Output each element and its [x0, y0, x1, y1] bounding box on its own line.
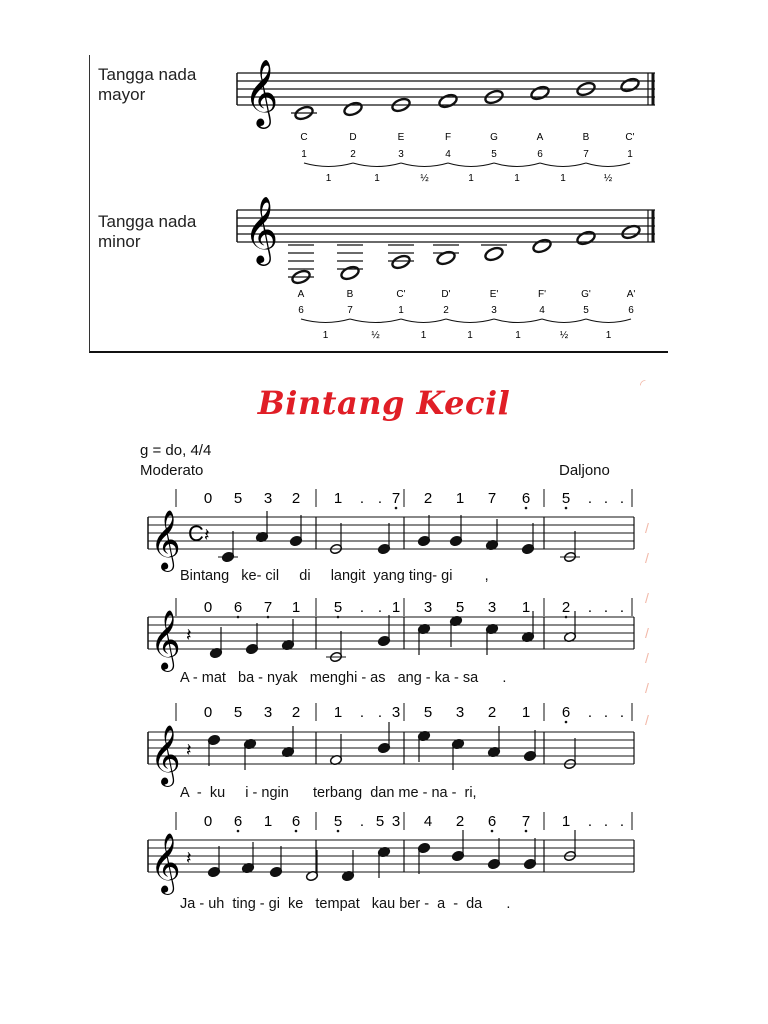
cipher-note: 5 [333, 599, 343, 616]
cipher-note: 3 [391, 704, 401, 721]
low-octave-dot [295, 830, 298, 833]
interval-value: 1 [420, 330, 427, 341]
cipher-note: 1 [333, 704, 343, 721]
interval-value: ½ [559, 330, 569, 341]
note-number: 2 [350, 149, 356, 160]
note-name: C' [396, 289, 406, 300]
cipher-note: . [587, 704, 593, 721]
cipher-note: 5 [423, 704, 433, 721]
note-number: 5 [491, 149, 497, 160]
note-number: 1 [627, 149, 633, 160]
note-name: A' [626, 289, 636, 300]
cipher-note: 6 [291, 813, 301, 830]
low-octave-dot [565, 721, 568, 724]
cipher-note: . [587, 599, 593, 616]
interval-value: ½ [371, 330, 380, 341]
low-octave-dot [395, 507, 398, 510]
cipher-note: 6 [521, 490, 531, 507]
song-lines [148, 489, 634, 895]
cipher-note: 2 [291, 704, 301, 721]
cipher-note: 1 [455, 490, 465, 507]
cipher-note: 3 [263, 704, 273, 721]
note-number: 2 [443, 305, 449, 316]
note-name: A [536, 132, 544, 143]
note-number: 3 [491, 305, 497, 316]
note-number: 6 [537, 149, 543, 160]
note-number: 4 [539, 305, 545, 316]
quarter-rest-icon: 𝄽 [186, 740, 192, 760]
low-octave-dot [491, 830, 494, 833]
cipher-note: . [377, 490, 383, 507]
cipher-note: 3 [263, 490, 273, 507]
common-time-icon: C [188, 521, 204, 546]
cipher-note: . [377, 704, 383, 721]
cipher-note: . [603, 490, 609, 507]
treble-clef-icon: 𝄞 [150, 611, 181, 669]
decorative-mark: / [645, 712, 649, 728]
cipher-note: . [359, 490, 365, 507]
cipher-note: 5 [455, 599, 465, 616]
cipher-note: . [619, 490, 625, 507]
cipher-note: . [603, 813, 609, 830]
cipher-note: 2 [455, 813, 465, 830]
low-octave-dot [337, 830, 340, 833]
low-octave-dot [337, 616, 340, 619]
interval-value: 1 [374, 173, 380, 184]
note-name: C' [625, 132, 635, 143]
cipher-note: . [377, 599, 383, 616]
low-octave-dot [237, 830, 240, 833]
cipher-note: . [619, 704, 625, 721]
cipher-note: 3 [487, 599, 497, 616]
quarter-rest-icon: 𝄽 [186, 848, 192, 868]
major-label-line2: mayor [98, 85, 146, 104]
note-name: B [346, 289, 354, 300]
song-composer: Daljono [559, 462, 610, 479]
cipher-note: 0 [203, 813, 213, 830]
lyrics-line-3: A - ku i - ngin terbang dan me - na - ri, [180, 785, 477, 801]
cipher-note: . [587, 490, 593, 507]
cipher-note: 1 [521, 599, 531, 616]
lyrics-line-1: Bintang ke- cil di langit yang ting- gi , [180, 568, 489, 584]
minor-label-line2: minor [98, 232, 141, 251]
song-line [148, 703, 634, 787]
cipher-note: 2 [487, 704, 497, 721]
cipher-note: 1 [521, 704, 531, 721]
cipher-note: . [619, 599, 625, 616]
note-name: G [490, 132, 498, 143]
cipher-note: 6 [233, 813, 243, 830]
decorative-mark: / [645, 590, 649, 606]
note-name: D [349, 132, 357, 143]
decorative-mark: / [645, 550, 649, 566]
cipher-note: . [619, 813, 625, 830]
cipher-note: 6 [561, 704, 571, 721]
note-number: 1 [398, 305, 404, 316]
note-number: 6 [628, 305, 634, 316]
song-key: g = do, 4/4 [140, 442, 212, 459]
interval-value: ½ [603, 173, 613, 184]
interval-value: 1 [514, 173, 520, 184]
treble-clef-icon: 𝄞 [244, 60, 279, 125]
note-number: 6 [298, 305, 304, 316]
cipher-note: 0 [203, 599, 213, 616]
cipher-note: 0 [203, 490, 213, 507]
interval-value: 1 [515, 330, 521, 341]
note-name: G' [581, 289, 591, 300]
song-line [148, 598, 634, 672]
cipher-note: 6 [487, 813, 497, 830]
cipher-note: 5 [561, 490, 571, 507]
interval-value: 1 [325, 173, 332, 184]
cipher-note: 3 [455, 704, 465, 721]
cipher-note: . [603, 704, 609, 721]
cipher-note: 1 [561, 813, 571, 830]
treble-clef-icon: 𝄞 [150, 726, 181, 784]
low-octave-dot [565, 507, 568, 510]
decorative-mark: / [645, 520, 649, 536]
note-number: 7 [583, 149, 589, 160]
cipher-note: 6 [233, 599, 243, 616]
note-name: E [397, 132, 405, 143]
quarter-rest-icon: 𝄽 [186, 625, 192, 645]
lyrics-line-2: A - mat ba - nyak menghi - as ang - ka - sa . [180, 670, 507, 686]
treble-clef-icon: 𝄞 [150, 834, 181, 892]
note-name: D' [441, 289, 451, 300]
treble-clef-icon: 𝄞 [150, 511, 181, 569]
low-octave-dot [565, 616, 568, 619]
decorative-mark: / [645, 625, 649, 641]
interval-value: ½ [420, 173, 429, 184]
note-name: F' [537, 289, 547, 300]
cipher-note: 7 [391, 490, 401, 507]
song-line [148, 489, 634, 572]
cipher-note: 7 [263, 599, 273, 616]
cipher-note: 5 [333, 813, 343, 830]
cipher-note: 5 [233, 490, 243, 507]
note-number: 4 [445, 149, 451, 160]
song-line [148, 812, 634, 895]
cipher-note: 4 [423, 813, 433, 830]
cipher-note: . [359, 813, 365, 830]
lyrics-line-4: Ja - uh ting - gi ke tempat kau ber - a - da . [180, 896, 511, 912]
interval-value: 1 [322, 330, 329, 341]
note-number: 5 [583, 305, 589, 316]
cipher-note: 0 [203, 704, 213, 721]
low-octave-dot [237, 616, 240, 619]
cipher-note: 1 [333, 490, 343, 507]
note-name: F [444, 132, 452, 143]
treble-clef-icon: 𝄞 [244, 197, 279, 262]
note-name: B [582, 132, 590, 143]
cipher-note: 1 [263, 813, 273, 830]
note-number: 7 [347, 305, 353, 316]
decorative-mark: / [645, 680, 649, 696]
major-label-line1: Tangga nada [98, 65, 197, 84]
minor-label-line1: Tangga nada [98, 212, 197, 231]
cipher-note: 2 [291, 490, 301, 507]
cipher-note: 2 [423, 490, 433, 507]
cipher-note: 3 [391, 813, 401, 830]
note-number: 3 [398, 149, 404, 160]
cipher-note: . [359, 599, 365, 616]
note-name: A [297, 289, 305, 300]
cipher-note: . [587, 813, 593, 830]
low-octave-dot [267, 616, 270, 619]
low-octave-dot [525, 507, 528, 510]
low-octave-dot [525, 830, 528, 833]
decorative-mark: ◜ [640, 376, 646, 392]
cipher-note: 1 [391, 599, 401, 616]
cipher-note: . [359, 704, 365, 721]
interval-value: 1 [468, 173, 474, 184]
interval-value: 1 [605, 330, 612, 341]
cipher-note: 5 [233, 704, 243, 721]
note-name: E' [489, 289, 499, 300]
cipher-note: . [603, 599, 609, 616]
cipher-note: 2 [561, 599, 571, 616]
cipher-note: 7 [521, 813, 531, 830]
song-tempo: Moderato [140, 462, 204, 479]
interval-value: 1 [467, 330, 473, 341]
song-title: Bintang Kecil [257, 384, 511, 422]
interval-value: 1 [560, 173, 566, 184]
quarter-rest-icon: 𝄽 [204, 525, 210, 545]
note-number: 1 [301, 149, 307, 160]
cipher-note: 7 [487, 490, 497, 507]
decorative-mark: / [645, 650, 649, 666]
cipher-note: 3 [423, 599, 433, 616]
note-name: C [300, 132, 308, 143]
cipher-note: 5 [375, 813, 385, 830]
cipher-note: 1 [291, 599, 301, 616]
